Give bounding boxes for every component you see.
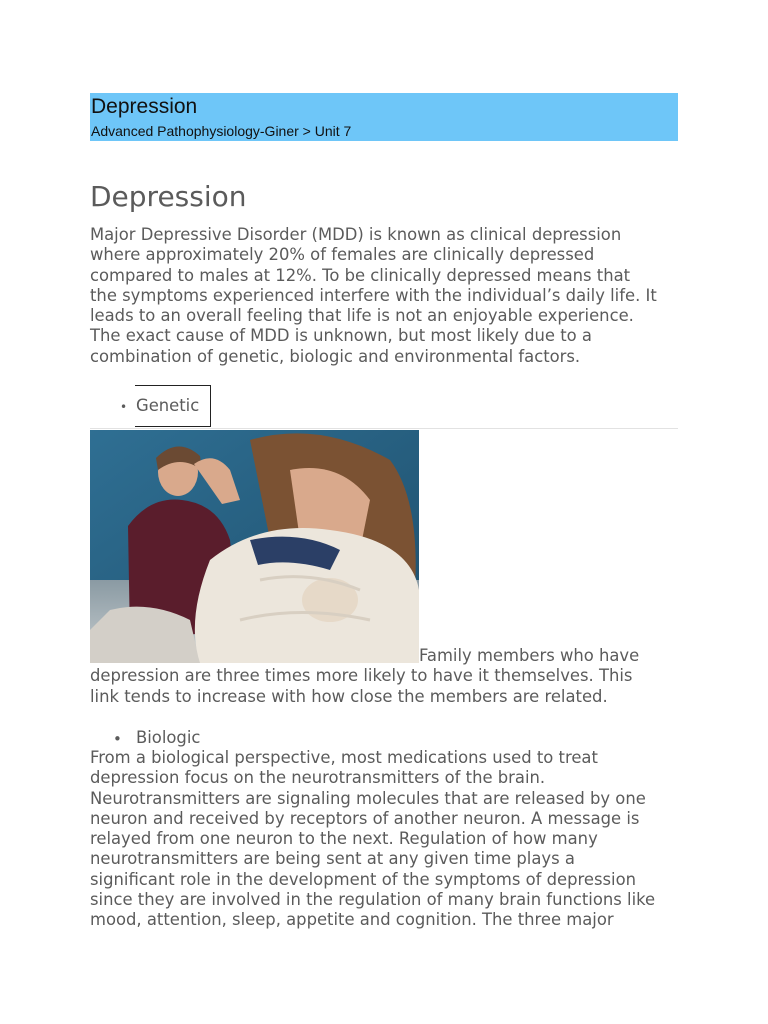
genetic-line: Family members who have	[419, 646, 640, 665]
genetic-line: link tends to increase with how close the members are related.	[90, 686, 608, 706]
biologic-line: neuron and received by receptors of another neuron. A message is	[90, 808, 640, 828]
intro-line: combination of genetic, biologic and environmental factors.	[90, 346, 581, 366]
divider	[90, 428, 678, 429]
biologic-paragraph	[90, 748, 690, 931]
depression-photo	[90, 430, 419, 663]
intro-line: Major Depressive Disorder (MDD) is known as clinical depression	[90, 225, 622, 244]
biologic-line: relayed from one neuron to the next. Regulation of how many	[90, 829, 598, 849]
breadcrumb[interactable]: Advanced Pathophysiology-Giner > Unit 7	[91, 123, 352, 139]
intro-line: compared to males at 12%. To be clinically depressed means that	[90, 265, 631, 285]
biologic-line: From a biological perspective, most medications used to treat	[90, 748, 598, 767]
intro-line: the symptoms experienced interfere with the individual’s daily life. It	[90, 285, 657, 305]
intro-line: The exact cause of MDD is unknown, but most likely due to a	[90, 326, 592, 346]
header-title: Depression	[91, 95, 198, 118]
intro-paragraph	[90, 225, 690, 367]
biologic-line: depression focus on the neurotransmitters of the brain.	[90, 768, 546, 788]
biologic-line: neurotransmitters are being sent at any given time plays a	[90, 849, 575, 869]
intro-line: leads to an overall feeling that life is not an enjoyable experience.	[90, 306, 634, 326]
bullet-genetic: Genetic	[136, 396, 200, 415]
bullet-biologic: Biologic	[136, 728, 201, 747]
biologic-line: significant role in the development of the symptoms of depression	[90, 869, 637, 889]
genetic-line: depression are three times more likely to have it themselves. This	[90, 666, 633, 686]
bullet-icon: •	[113, 730, 122, 748]
biologic-line: Neurotransmitters are signaling molecules that are released by one	[90, 788, 646, 808]
intro-line: where approximately 20% of females are clinically depressed	[90, 245, 595, 265]
page-header	[90, 93, 678, 141]
biologic-line: mood, attention, sleep, appetite and cognition. The three major	[90, 910, 614, 930]
bullet-icon: •	[120, 400, 128, 414]
page-title: Depression	[90, 180, 247, 213]
genetic-paragraph	[90, 646, 690, 707]
biologic-line: since they are involved in the regulation of many brain functions like	[90, 890, 656, 910]
